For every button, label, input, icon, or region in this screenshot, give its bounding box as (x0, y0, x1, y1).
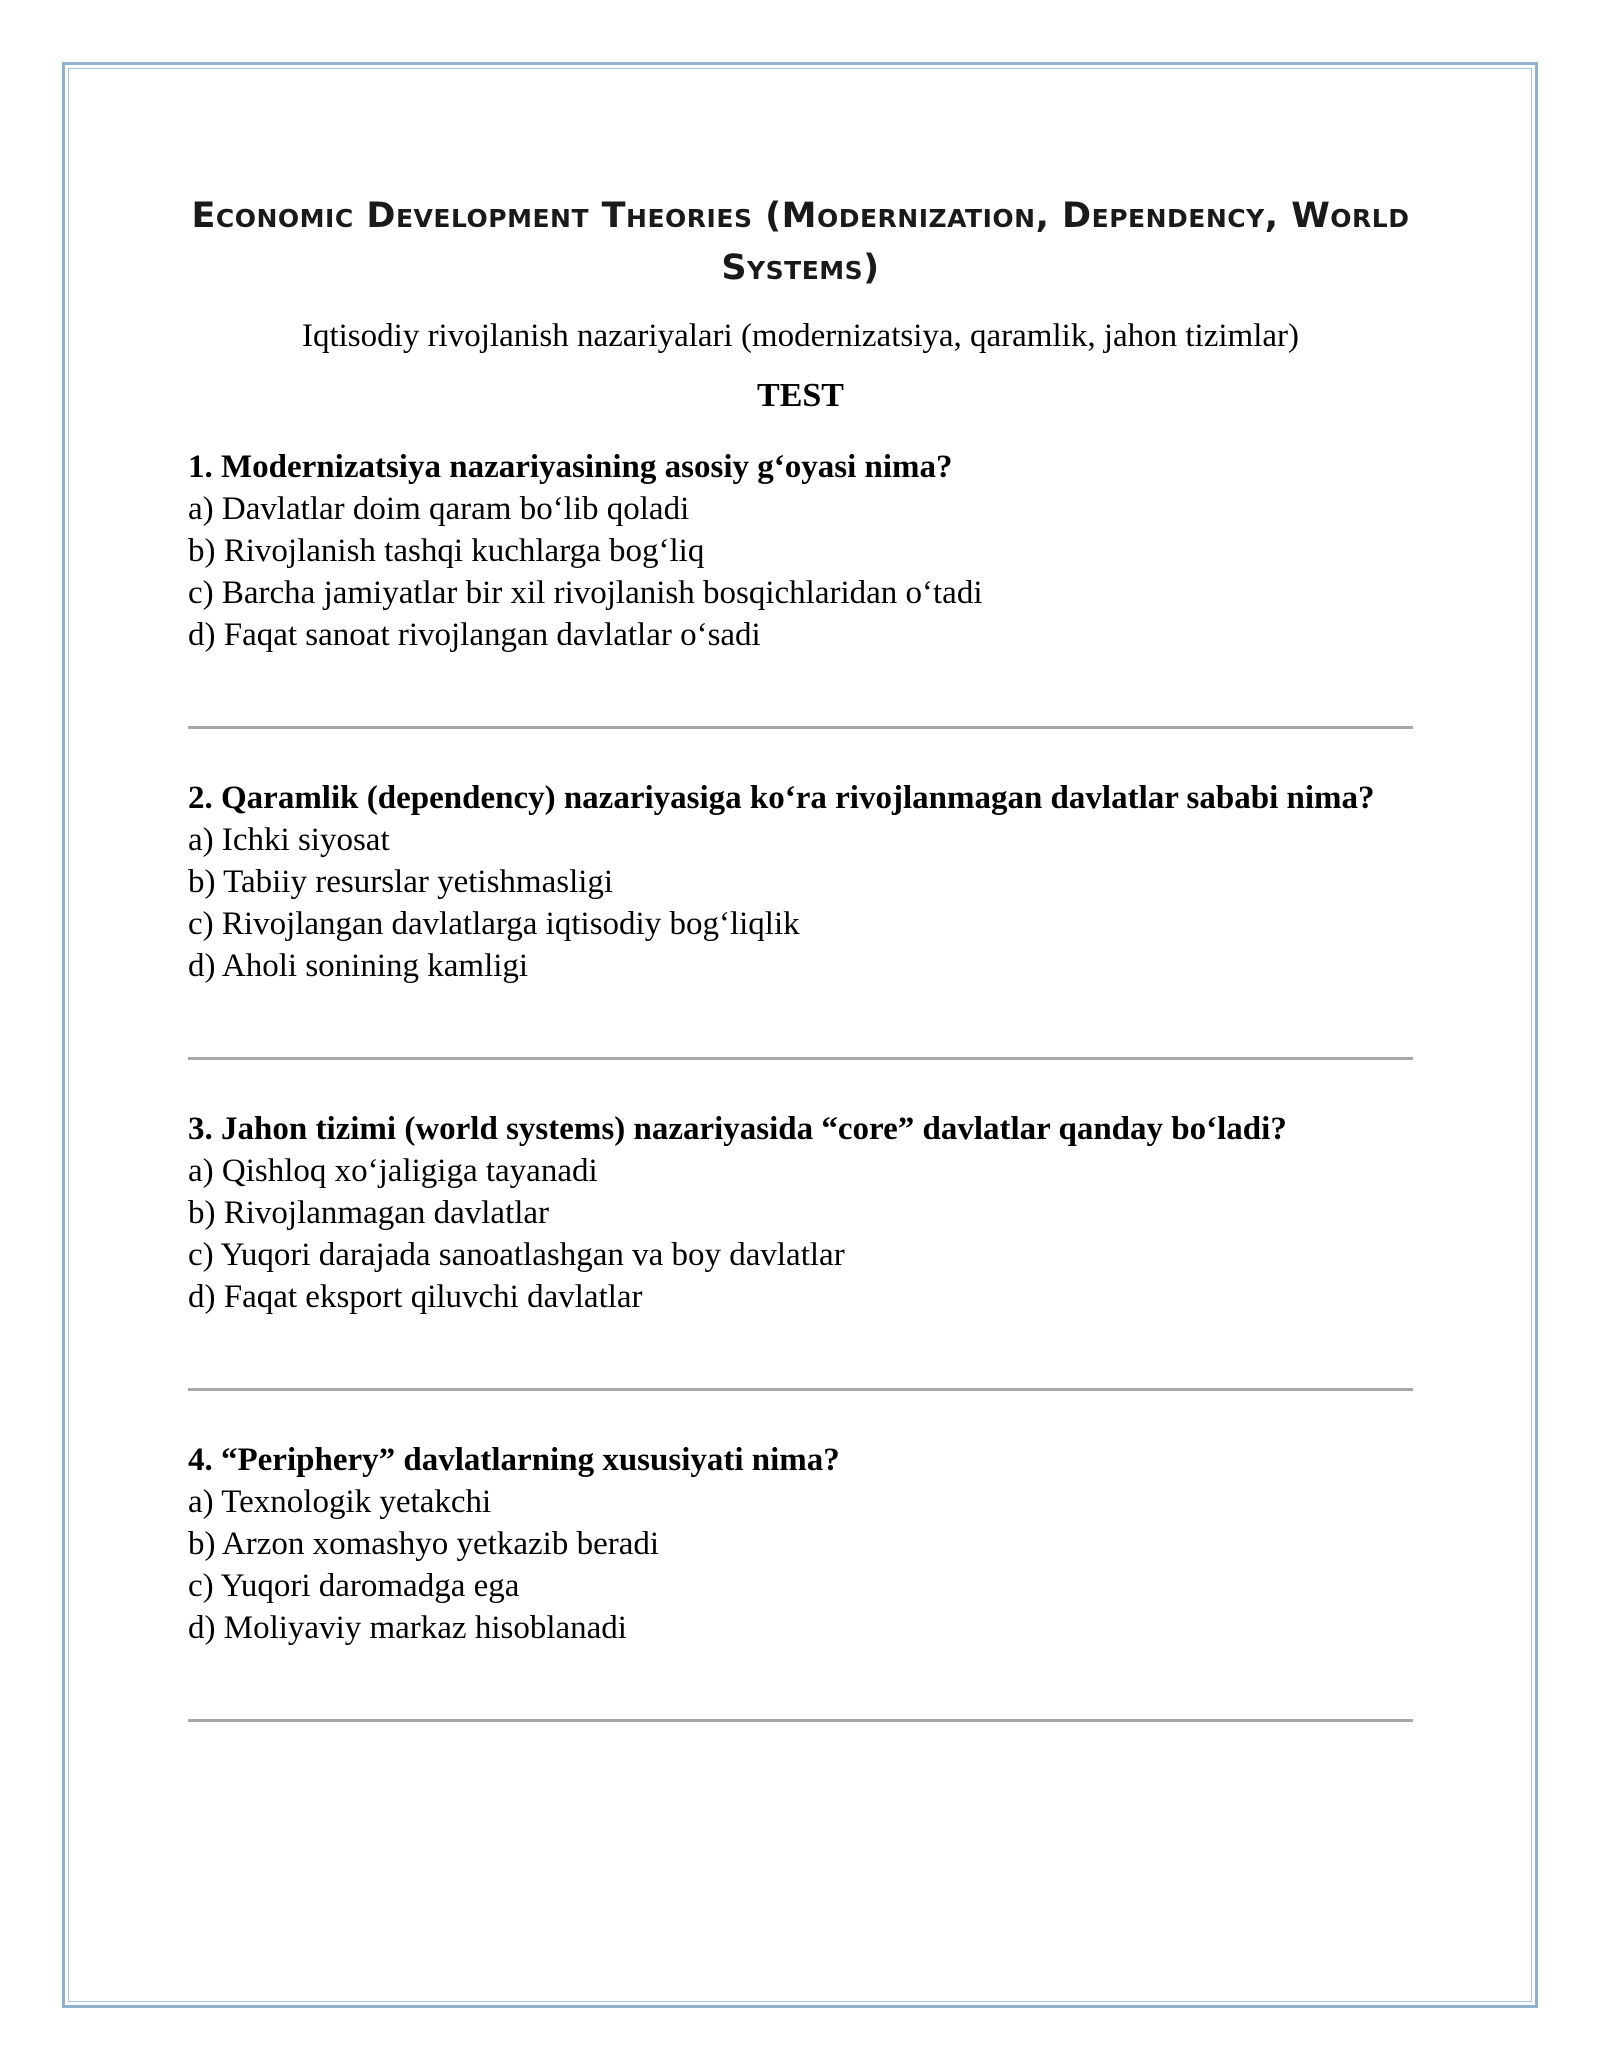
question-text: 2. Qaramlik (dependency) nazariyasiga ko‘ra rivojlanmagan davlatlar sababi nima? (188, 780, 1375, 816)
option-d: d) Moliyaviy markaz hisoblanadi (188, 1610, 627, 1646)
divider (188, 1057, 1413, 1060)
question-2 (188, 777, 1413, 1060)
option-a: a) Qishloq xo‘jaligiga tayanadi (188, 1153, 598, 1189)
test-label: TEST (757, 377, 844, 414)
divider (188, 726, 1413, 729)
option-c: c) Barcha jamiyatlar bir xil rivojlanish bosqichlaridan o‘tadi (188, 575, 983, 611)
option-c: c) Yuqori darajada sanoatlashgan va boy davlatlar (188, 1237, 845, 1273)
option-c: c) Yuqori daromadga ega (188, 1568, 520, 1604)
option-b: b) Rivojlanish tashqi kuchlarga bog‘liq (188, 533, 705, 569)
document-body (188, 190, 1413, 1770)
document-title: Economic Development Theories (Modernization, Dependency, World Systems) (191, 196, 1410, 288)
option-a: a) Ichki siyosat (188, 822, 390, 858)
question-text: 4. “Periphery” davlatlarning xususiyati nima? (188, 1442, 840, 1478)
option-b: b) Arzon xomashyo yetkazib beradi (188, 1526, 660, 1562)
option-d: d) Faqat sanoat rivojlangan davlatlar o‘sadi (188, 617, 761, 653)
option-b: b) Rivojlanmagan davlatlar (188, 1195, 550, 1231)
question-3 (188, 1108, 1413, 1391)
document-subtitle: Iqtisodiy rivojlanish nazariyalari (modernizatsiya, qaramlik, jahon tizimlar) (301, 318, 1299, 354)
option-a: a) Texnologik yetakchi (188, 1484, 492, 1520)
option-c: c) Rivojlangan davlatlarga iqtisodiy bog‘liqlik (188, 906, 800, 942)
option-a: a) Davlatlar doim qaram bo‘lib qoladi (188, 491, 690, 527)
divider (188, 1388, 1413, 1391)
question-4 (188, 1439, 1413, 1722)
option-d: d) Aholi sonining kamligi (188, 948, 529, 984)
divider (188, 1719, 1413, 1722)
option-b: b) Tabiiy resurslar yetishmasligi (188, 864, 614, 900)
question-text: 1. Modernizatsiya nazariyasining asosiy g‘oyasi nima? (188, 449, 953, 485)
option-d: d) Faqat eksport qiluvchi davlatlar (188, 1279, 643, 1315)
question-1 (188, 446, 1413, 729)
question-text: 3. Jahon tizimi (world systems) nazariyasida “core” davlatlar qanday bo‘ladi? (188, 1111, 1287, 1147)
